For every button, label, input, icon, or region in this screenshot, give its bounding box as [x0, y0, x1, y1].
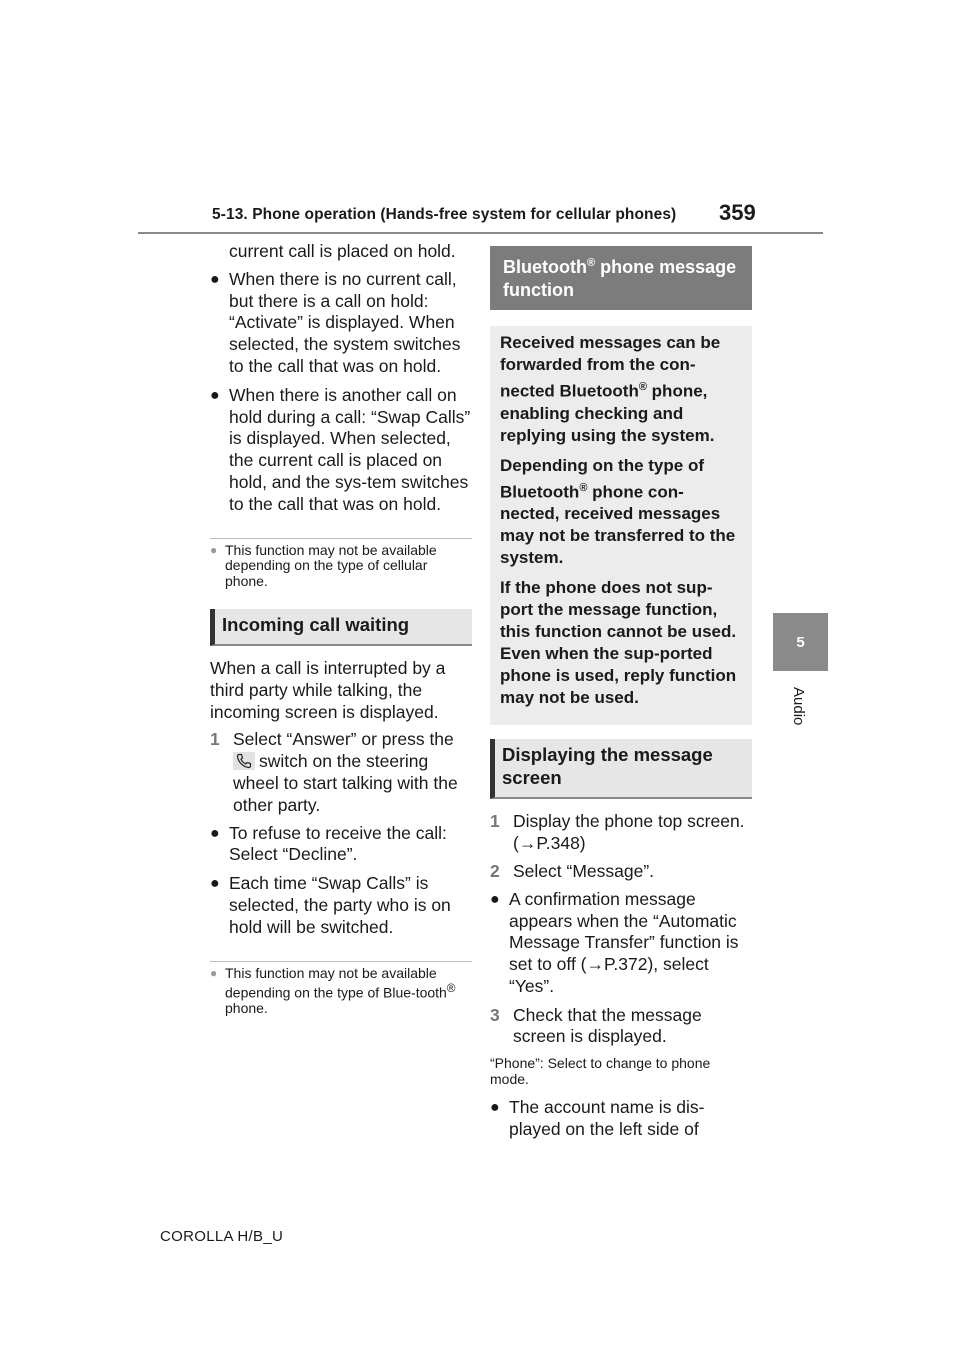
note-text: This function may not be available depending on the type of Blue-tooth: [225, 964, 447, 1001]
list-item-text: The account name is dis-played on the left side of: [509, 1097, 705, 1140]
step-number: 1: [210, 729, 220, 750]
heading-displaying-message-screen: Displaying the message screen: [490, 739, 752, 799]
list-item-text: To refuse to receive the call: Select “Decline”.: [229, 822, 447, 865]
list-item-text: When there is another call on hold during a call: “Swap Calls” is displayed. When selected, the current call is placed on hold, and the sys-tem switches to the call that was on hold.: [229, 384, 471, 514]
registered-mark: ®: [586, 257, 596, 269]
page-number: 359: [719, 200, 756, 225]
bullet-mark: ●: [210, 386, 220, 404]
step-item: [490, 811, 752, 855]
intro-text: When a call is interrupted by a third party while talking, the incoming screen is displayed.: [210, 658, 446, 722]
list-item: [210, 823, 472, 867]
step-text: Check that the message screen is displayed.: [513, 1004, 702, 1047]
step-text-cont: switch on the steering wheel to start talking with the other party.: [233, 751, 458, 815]
step-number: 3: [490, 1004, 500, 1025]
phone-icon: [233, 752, 255, 770]
note: [210, 538, 472, 590]
footer-model: COROLLA H/B_U: [160, 1228, 284, 1245]
header-divider: [138, 232, 823, 234]
registered-mark: ®: [446, 982, 456, 996]
list-item-text: When there is no current call, but there is a call on hold: “Activate” is displayed. When selected, the system switches to the call that was on hold.: [229, 268, 461, 376]
info-paragraph: Received messages can be forwarded from the con-nected Bluetooth® phone, enabling checking and replying using the system.: [500, 333, 721, 445]
list-item-text: Each time “Swap Calls” is selected, the party who is on hold will be switched.: [229, 873, 451, 937]
info-paragraph: Depending on the type of Bluetooth® phone con-nected, received messages may not be transferred to the system.: [500, 455, 736, 568]
step-item: [210, 729, 472, 816]
bullet-mark: ●: [490, 890, 500, 908]
bullet-mark: ●: [210, 270, 220, 288]
list-item: [490, 889, 752, 998]
bullet-mark: ●: [210, 824, 220, 842]
note-text: This function may not be available depending on the type of cellular phone.: [225, 541, 437, 589]
chapter-tab: 5: [773, 613, 828, 671]
heading-incoming-call-waiting: Incoming call waiting: [210, 609, 472, 646]
left-column: [210, 241, 472, 1037]
note-mark: ●: [210, 542, 218, 557]
list-item-text: A confirmation message appears when the “Automatic Message Transfer” function is set to off (→P.372), select “Yes”.: [509, 888, 739, 996]
note-mark: ●: [210, 965, 218, 980]
info-box: [490, 326, 752, 725]
step-text: Display the phone top screen. (→P.348): [513, 811, 745, 854]
step-number: 2: [490, 860, 500, 881]
list-item: [210, 269, 472, 378]
heading-bluetooth-message: Bluetooth® phone message function: [490, 246, 752, 310]
info-paragraph: If the phone does not sup-port the message function, this function cannot be used. Even when the sup-ported phone is used, reply function may not be used.: [500, 578, 737, 708]
list-item: [490, 1097, 752, 1141]
note: [210, 961, 472, 1017]
step-text: Select “Message”.: [513, 860, 655, 881]
list-item: [210, 385, 472, 516]
small-note: “Phone”: Select to change to phone mode.: [490, 1055, 711, 1087]
bullet-mark: ●: [490, 1099, 500, 1117]
step-text: Select “Answer” or press the: [233, 729, 454, 750]
chapter-label: Audio: [790, 687, 807, 726]
note-text-cont: phone.: [225, 1000, 268, 1017]
step-item: [490, 1005, 752, 1049]
section-title: 5-13. Phone operation (Hands-free system for cellular phones): [212, 206, 677, 223]
right-column: [490, 246, 752, 1148]
registered-mark: ®: [579, 481, 588, 494]
step-item: [490, 861, 752, 883]
bullet-mark: ●: [210, 875, 220, 893]
list-item: [210, 873, 472, 938]
registered-mark: ®: [638, 381, 647, 393]
continued-text: current call is placed on hold.: [229, 241, 456, 261]
step-number: 1: [490, 811, 500, 832]
